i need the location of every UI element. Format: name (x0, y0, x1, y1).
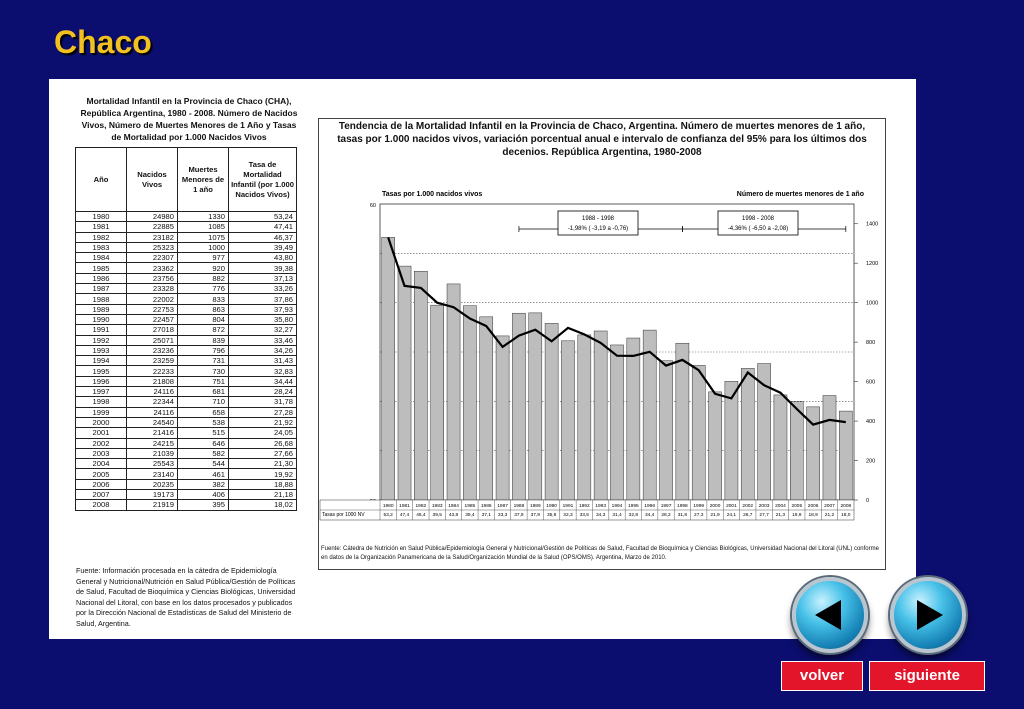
table-row (76, 469, 297, 479)
cell-deaths: 646 (178, 438, 229, 448)
x-tick-label: 1994 (611, 504, 623, 509)
bar (823, 396, 836, 500)
right-tick-label: 1000 (866, 300, 879, 307)
rate-data-label: 27,7 (759, 513, 769, 518)
x-tick-label: 1993 (595, 504, 606, 509)
cell-deaths: 751 (178, 376, 229, 386)
x-tick-label: 1982 (415, 504, 427, 509)
cell-deaths: 658 (178, 407, 229, 417)
table-row (76, 335, 297, 345)
left-tick-label: 60 (369, 203, 376, 209)
right-tick-label: 1400 (866, 221, 879, 228)
rate-data-label: 26,7 (743, 513, 753, 518)
rate-data-label: 18,0 (841, 513, 851, 518)
bar (545, 323, 558, 500)
rate-data-label: 28,2 (661, 513, 671, 518)
col-header-rate: Tasa de Mortalidad Infantil (por 1.000 Nacidos Vivos) (229, 148, 297, 212)
cell-rate: 19,92 (229, 469, 297, 479)
cell-deaths: 582 (178, 448, 229, 458)
bar (676, 343, 689, 500)
mortality-trend-chart (318, 118, 884, 548)
cell-births: 23259 (127, 356, 178, 366)
cell-year: 1984 (76, 253, 127, 263)
cell-rate: 18,88 (229, 479, 297, 489)
rate-data-label: 43,8 (448, 513, 459, 518)
rate-data-label: 39,4 (465, 513, 475, 518)
left-axis-label: Tasas por 1.000 nacidos vivos (382, 191, 483, 198)
annotation-value: -1,98% ( -3,19 a -0,76) (567, 226, 629, 232)
chart-title: Tendencia de la Mortalidad Infantil en la Provincia de Chaco, Argentina. Número de muertes menores de 1 año, tasas por 1.000 nacidos vivos, variación porcentual anual e intervalo de confianza del 95% para los últimos dos decenios. República Argentina, 1980-2008 (337, 121, 867, 158)
cell-year: 1983 (76, 242, 127, 252)
table-body (76, 212, 297, 511)
table-row (76, 366, 297, 376)
cell-year: 1987 (76, 284, 127, 294)
cell-year: 1989 (76, 304, 127, 314)
cell-births: 23236 (127, 345, 178, 355)
cell-rate: 34,44 (229, 376, 297, 386)
table-caption: Mortalidad Infantil en la Provincia de Chaco (CHA), República Argentina, 1980 - 2008. Número de Nacidos Vivos, Número de Muertes Menores de 1 Año y Tasas de Mortalidad por 1.000 Nacidos Vivos (80, 96, 298, 142)
cell-deaths: 804 (178, 314, 229, 324)
cell-year: 1996 (76, 376, 127, 386)
table-row (76, 232, 297, 242)
table-row (76, 222, 297, 232)
right-tick-label: 400 (866, 419, 876, 426)
cell-rate: 27,28 (229, 407, 297, 417)
cell-births: 21919 (127, 500, 178, 510)
cell-deaths: 776 (178, 284, 229, 294)
cell-year: 1997 (76, 387, 127, 397)
rate-data-label: 37,9 (530, 513, 540, 518)
back-link[interactable]: volver (781, 661, 863, 691)
bar (431, 305, 444, 500)
bar (480, 317, 493, 500)
table-row (76, 345, 297, 355)
cell-births: 22753 (127, 304, 178, 314)
col-header-deaths: Muertes Menores de 1 año (178, 148, 229, 212)
x-tick-label: 1997 (660, 504, 672, 509)
cell-births: 21416 (127, 428, 178, 438)
cell-rate: 46,37 (229, 232, 297, 242)
cell-births: 23362 (127, 263, 178, 273)
cell-deaths: 1075 (178, 232, 229, 242)
cell-rate: 33,46 (229, 335, 297, 345)
table-header-row (76, 148, 297, 212)
x-tick-label: 1990 (546, 504, 557, 509)
cell-deaths: 406 (178, 490, 229, 500)
cell-births: 25323 (127, 242, 178, 252)
x-tick-label: 2000 (709, 504, 721, 509)
col-header-births: Nacidos Vivos (127, 148, 178, 212)
x-tick-label: 2005 (791, 504, 803, 509)
x-tick-label: 2001 (726, 504, 737, 509)
rate-data-label: 47,4 (399, 513, 410, 518)
cell-rate: 39,49 (229, 242, 297, 252)
bar (774, 395, 787, 500)
x-tick-label: 1981 (399, 504, 410, 509)
table-row (76, 387, 297, 397)
bar (414, 271, 427, 500)
rate-data-label: 31,4 (612, 513, 622, 518)
next-button[interactable] (890, 577, 966, 653)
rate-data-label: 21,2 (824, 513, 835, 518)
cell-deaths: 920 (178, 263, 229, 273)
cell-births: 19173 (127, 490, 178, 500)
cell-year: 1990 (76, 314, 127, 324)
cell-births: 23140 (127, 469, 178, 479)
rate-data-label: 34,4 (645, 513, 655, 518)
rate-data-label: 31,8 (677, 513, 688, 518)
x-tick-label: 1985 (464, 504, 476, 509)
bar (692, 365, 705, 500)
cell-deaths: 833 (178, 294, 229, 304)
table-row (76, 253, 297, 263)
rate-data-label: 27,3 (694, 513, 704, 518)
cell-births: 21039 (127, 448, 178, 458)
rate-data-label: 53,2 (383, 513, 393, 518)
annotation-period: 1998 - 2008 (741, 216, 775, 222)
annotation-value: -4,36% ( -6,50 a -2,08) (727, 226, 789, 232)
x-tick-label: 1988 (513, 504, 525, 509)
cell-births: 24116 (127, 387, 178, 397)
cell-rate: 31,43 (229, 356, 297, 366)
table-row (76, 314, 297, 324)
table-row (76, 263, 297, 273)
x-tick-label: 2008 (840, 504, 852, 509)
cell-year: 1991 (76, 325, 127, 335)
mortality-table (75, 147, 297, 511)
cell-rate: 18,02 (229, 500, 297, 510)
bar (578, 335, 591, 500)
rate-data-label: 32,8 (628, 513, 639, 518)
cell-rate: 24,05 (229, 428, 297, 438)
bar (790, 402, 803, 500)
x-tick-label: 1987 (497, 504, 508, 509)
cell-births: 25071 (127, 335, 178, 345)
table-row (76, 417, 297, 427)
cell-rate: 28,24 (229, 387, 297, 397)
cell-births: 23756 (127, 273, 178, 283)
cell-births: 24980 (127, 212, 178, 222)
rate-data-label: 34,3 (595, 513, 606, 518)
cell-deaths: 544 (178, 459, 229, 469)
cell-year: 1980 (76, 212, 127, 222)
right-tick-label: 0 (866, 498, 870, 504)
cell-births: 21808 (127, 376, 178, 386)
rate-data-label: 35,8 (546, 513, 557, 518)
cell-births: 24116 (127, 407, 178, 417)
cell-deaths: 731 (178, 356, 229, 366)
table-row (76, 356, 297, 366)
table-row (76, 428, 297, 438)
bar (627, 338, 640, 500)
cell-rate: 47,41 (229, 222, 297, 232)
right-tick-label: 800 (866, 340, 876, 347)
cell-births: 27018 (127, 325, 178, 335)
table-row (76, 448, 297, 458)
cell-rate: 37,93 (229, 304, 297, 314)
table-row (76, 490, 297, 500)
data-table-row-label: Tasas por 1000 NV (322, 512, 365, 518)
cell-rate: 21,18 (229, 490, 297, 500)
bar (709, 392, 722, 500)
cell-births: 22344 (127, 397, 178, 407)
next-link[interactable]: siguiente (869, 661, 985, 691)
rate-data-label: 39,5 (432, 513, 442, 518)
cell-deaths: 882 (178, 273, 229, 283)
cell-births: 22885 (127, 222, 178, 232)
cell-deaths: 730 (178, 366, 229, 376)
bar (594, 331, 607, 500)
table-row (76, 304, 297, 314)
cell-year: 1992 (76, 335, 127, 345)
bar (659, 361, 672, 500)
cell-year: 2005 (76, 469, 127, 479)
cell-deaths: 710 (178, 397, 229, 407)
x-tick-label: 1986 (480, 504, 492, 509)
cell-rate: 21,30 (229, 459, 297, 469)
x-tick-label: 2004 (775, 504, 786, 509)
cell-rate: 43,80 (229, 253, 297, 263)
table-row (76, 284, 297, 294)
cell-deaths: 1000 (178, 242, 229, 252)
table-row (76, 242, 297, 252)
cell-year: 2006 (76, 479, 127, 489)
cell-deaths: 863 (178, 304, 229, 314)
bar (447, 284, 460, 500)
bar (398, 266, 411, 500)
cell-year: 1986 (76, 273, 127, 283)
cell-year: 2004 (76, 459, 127, 469)
rate-data-label: 46,4 (416, 513, 426, 518)
rate-data-label: 21,9 (710, 513, 720, 518)
cell-year: 2000 (76, 417, 127, 427)
x-tick-label: 2002 (742, 504, 754, 509)
x-tick-label: 1989 (529, 504, 541, 509)
cell-deaths: 538 (178, 417, 229, 427)
bar (610, 345, 623, 500)
back-button[interactable] (792, 577, 868, 653)
triangle-right-icon (908, 595, 948, 635)
cell-deaths: 977 (178, 253, 229, 263)
cell-deaths: 515 (178, 428, 229, 438)
cell-year: 1998 (76, 397, 127, 407)
cell-births: 22233 (127, 366, 178, 376)
bar (561, 341, 574, 500)
cell-year: 2002 (76, 438, 127, 448)
cell-deaths: 395 (178, 500, 229, 510)
cell-births: 22002 (127, 294, 178, 304)
table-row (76, 438, 297, 448)
x-tick-label: 1998 (677, 504, 688, 509)
x-tick-label: 1984 (448, 504, 459, 509)
x-tick-label: 1980 (382, 504, 394, 509)
bar (839, 411, 852, 500)
cell-rate: 37,13 (229, 273, 297, 283)
table-row (76, 294, 297, 304)
table-row (76, 500, 297, 510)
cell-year: 2007 (76, 490, 127, 500)
cell-deaths: 1330 (178, 212, 229, 222)
rate-data-label: 33,3 (497, 513, 508, 518)
bar (512, 313, 525, 500)
cell-year: 1982 (76, 232, 127, 242)
rate-data-label: 33,5 (579, 513, 589, 518)
cell-year: 2001 (76, 428, 127, 438)
cell-year: 1994 (76, 356, 127, 366)
cell-year: 1985 (76, 263, 127, 273)
bar (463, 306, 476, 500)
table-row (76, 397, 297, 407)
rate-data-label: 37,9 (514, 513, 524, 518)
rate-data-label: 24,1 (726, 513, 737, 518)
table-row (76, 459, 297, 469)
cell-deaths: 1085 (178, 222, 229, 232)
table-row (76, 212, 297, 222)
cell-rate: 34,26 (229, 345, 297, 355)
x-tick-label: 1991 (562, 504, 574, 509)
table-row (76, 376, 297, 386)
cell-year: 2003 (76, 448, 127, 458)
cell-births: 23328 (127, 284, 178, 294)
cell-births: 25543 (127, 459, 178, 469)
cell-year: 1981 (76, 222, 127, 232)
cell-rate: 33,26 (229, 284, 297, 294)
cell-rate: 21,92 (229, 417, 297, 427)
cell-deaths: 796 (178, 345, 229, 355)
chart-source: Fuente: Cátedra de Nutrición en Salud Pública/Epidemiología General y Nutricional/Gestión de Políticas de Salud, Facultad de Bioquímica y Ciencias Biológicas, Universidad Nacional del Litoral (UNL) conforme en datos de la Organización Panamericana de la Salud/Organización Mundial de la Salud (OPS/OMS). Argentina, Marzo de 2010. (321, 546, 879, 561)
x-tick-label: 1999 (693, 504, 705, 509)
x-tick-label: 1995 (628, 504, 639, 509)
cell-rate: 26,68 (229, 438, 297, 448)
bar (382, 237, 395, 500)
triangle-left-icon (810, 595, 850, 635)
rate-data-label: 32,3 (563, 513, 573, 518)
x-tick-label: 2003 (758, 504, 770, 509)
cell-births: 23182 (127, 232, 178, 242)
rate-data-label: 19,9 (792, 513, 802, 518)
rate-data-label: 21,3 (775, 513, 786, 518)
cell-deaths: 461 (178, 469, 229, 479)
bar (496, 336, 509, 500)
x-tick-label: 1996 (644, 504, 656, 509)
cell-rate: 35,80 (229, 314, 297, 324)
cell-deaths: 382 (178, 479, 229, 489)
right-tick-label: 1200 (866, 261, 879, 268)
cell-births: 20235 (127, 479, 178, 489)
cell-rate: 31,78 (229, 397, 297, 407)
x-tick-label: 2006 (807, 504, 819, 509)
right-tick-label: 200 (866, 458, 876, 465)
cell-rate: 39,38 (229, 263, 297, 273)
rate-data-label: 37,1 (481, 513, 491, 518)
cell-deaths: 839 (178, 335, 229, 345)
cell-rate: 53,24 (229, 212, 297, 222)
col-header-year: Año (76, 148, 127, 212)
cell-year: 1999 (76, 407, 127, 417)
cell-births: 22307 (127, 253, 178, 263)
x-tick-label: 1983 (431, 504, 443, 509)
cell-births: 24215 (127, 438, 178, 448)
rate-data-label: 18,9 (808, 513, 818, 518)
cell-rate: 32,27 (229, 325, 297, 335)
cell-rate: 32,83 (229, 366, 297, 376)
cell-births: 22457 (127, 314, 178, 324)
cell-deaths: 872 (178, 325, 229, 335)
cell-year: 2008 (76, 500, 127, 510)
table-source: Fuente: Información procesada en la cátedra de Epidemiología General y Nutricional/Nutrición en Salud Pública/Gestión de Políticas de Salud, Facultad de Bioquímica y Ciencias Biológicas, Universidad Nacional del Litoral, con base en los datos procesados y publicados por la Dirección Nacional de Estadísticas de Salud del Ministerio de Salud, Argentina. (76, 566, 296, 628)
cell-rate: 37,86 (229, 294, 297, 304)
cell-deaths: 681 (178, 387, 229, 397)
x-tick-label: 2007 (824, 504, 835, 509)
table-row (76, 273, 297, 283)
table-row (76, 479, 297, 489)
cell-births: 24540 (127, 417, 178, 427)
right-axis-label: Número de muertes menores de 1 año (736, 191, 864, 198)
annotation-period: 1988 - 1998 (581, 216, 615, 222)
table-row (76, 407, 297, 417)
x-tick-label: 1992 (578, 504, 590, 509)
cell-year: 1993 (76, 345, 127, 355)
bar (741, 368, 754, 500)
cell-year: 1988 (76, 294, 127, 304)
cell-year: 1995 (76, 366, 127, 376)
cell-rate: 27,66 (229, 448, 297, 458)
bar (529, 313, 542, 500)
slide-title: Chaco (54, 24, 152, 60)
table-row (76, 325, 297, 335)
right-tick-label: 600 (866, 379, 876, 386)
